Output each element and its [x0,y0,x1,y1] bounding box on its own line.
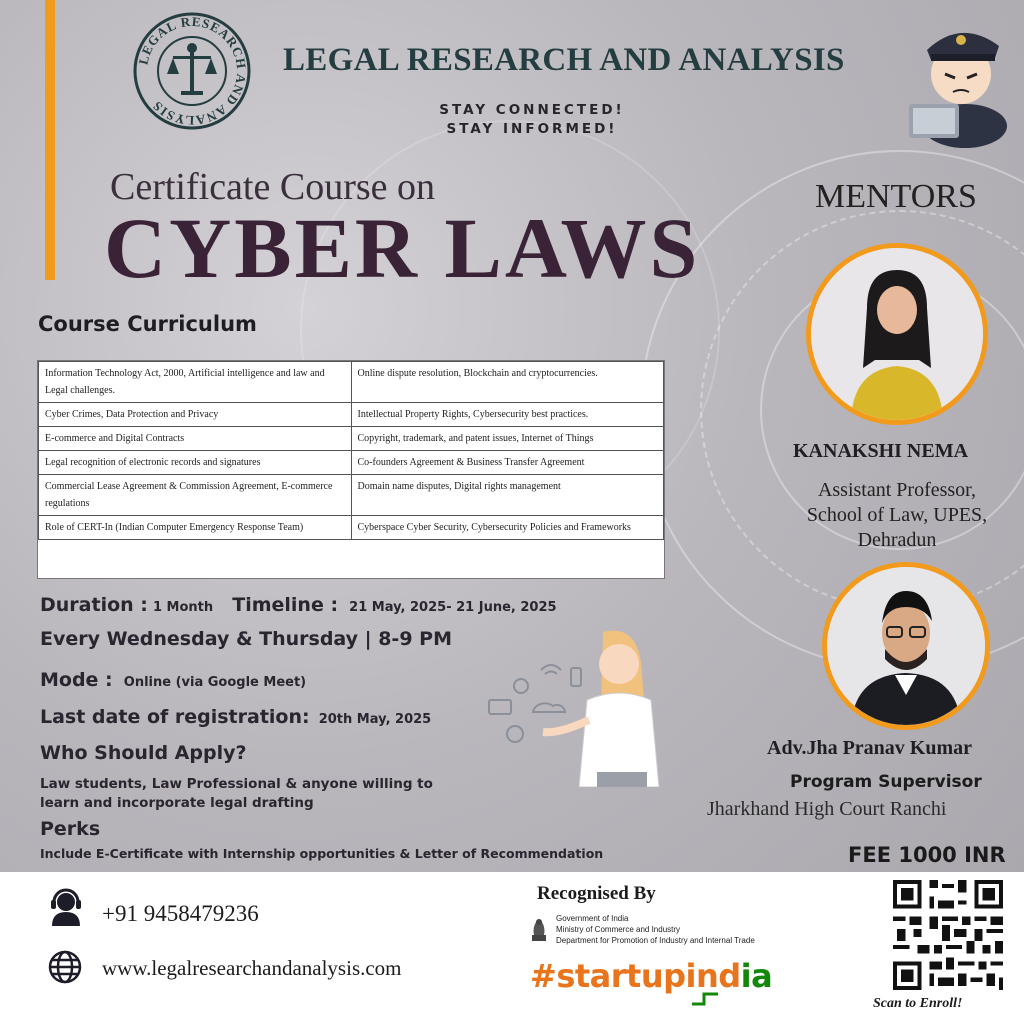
tagline [412,101,652,139]
timeline-label: Timeline : [232,594,339,616]
table-cell: Legal recognition of electronic records and signatures [39,451,352,475]
timeline-value: 21 May, 2025- 21 June, 2025 [349,600,557,615]
apply-heading: Who Should Apply? [40,742,247,764]
qr-caption: Scan to Enroll! [873,996,963,1011]
lastdate-line [40,706,431,728]
mentor-1-role-line-3: Dehradun [857,529,937,551]
mentor-2-court: Jharkhand High Court Ranchi [707,798,947,820]
duration-value: 1 Month [152,600,214,615]
govt-line-2: Ministry of Commerce and Industry [556,925,681,934]
tagline-line-2: STAY INFORMED! [446,121,618,137]
perks-heading-line [40,818,100,840]
police-mascot-icon [905,8,1015,148]
accent-bar [45,0,55,280]
mentor-photo-1 [806,243,988,425]
curriculum-table [37,360,665,579]
table-cell: Domain name disputes, Digital rights management [351,475,664,516]
govt-line-3: Department for Promotion of Industry and Internal Trade [556,936,755,945]
table-cell: Copyright, trademark, and patent issues, Internet of Things [351,427,664,451]
logo [133,12,251,130]
table-cell: Cyber Crimes, Data Protection and Privacy [39,403,352,427]
brand-title: LEGAL RESEARCH AND ANALYSIS [283,42,845,78]
scales-icon [167,43,217,95]
mode-value: Online (via Google Meet) [123,675,307,690]
table-row [39,427,664,451]
lastdate-value: 20th May, 2025 [318,712,432,727]
govt-line-1: Government of India [556,914,629,923]
globe-icon [48,950,82,984]
table-row [39,451,664,475]
duration-line [40,594,557,616]
startupindia-suffix: ia [740,957,773,995]
recognised-heading: Recognised By [537,883,656,904]
apply-heading-line [40,742,247,764]
headset-icon [48,888,84,926]
duration-label: Duration : [40,594,148,616]
tagline-line-1: STAY CONNECTED! [439,102,625,118]
startupindia-prefix: #startupind [530,957,741,995]
mentor-2-role: Program Supervisor [790,772,982,792]
mentors-heading: MENTORS [815,178,977,215]
table-cell: Information Technology Act, 2000, Artificial intelligence and law and Legal challenges. [39,362,352,403]
mentor-1-role-line-2: School of Law, UPES, [806,504,988,526]
table-row [39,362,664,403]
curriculum-heading: Course Curriculum [38,312,257,336]
mentor-1-role [780,478,1014,553]
emblem-icon [528,913,550,947]
perks-text: Include E-Certificate with Internship opportunities & Letter of Recommendation [40,846,604,861]
website-link[interactable]: www.legalresearchandanalysis.com [102,956,402,980]
table-cell: Role of CERT-In (Indian Computer Emergency Response Team) [39,516,352,540]
phone-link[interactable]: +91 9458479236 [102,901,259,926]
table-cell: Cyberspace Cyber Security, Cybersecurity Policies and Frameworks [351,516,664,540]
table-row [39,475,664,516]
mode-label: Mode : [40,669,113,691]
table-row [39,403,664,427]
mentor-1-name: KANAKSHI NEMA [793,440,969,462]
logo-text: LEGAL RESEARCH AND ANALYSIS [135,13,250,129]
table-row [39,516,664,540]
course-prefix: Certificate Course on [110,166,436,208]
apply-line-1: Law students, Law Professional & anyone willing to [40,776,433,792]
schedule-line [40,628,452,650]
apply-line-2: learn and incorporate legal drafting [40,795,314,811]
tech-icons [485,622,670,787]
table-cell: Intellectual Property Rights, Cybersecurity best practices. [351,403,664,427]
apply-text [40,775,433,813]
table-cell: Online dispute resolution, Blockchain and cryptocurrencies. [351,362,664,403]
fee-badge: FEE 1000 INR [848,843,1006,867]
startup-arrow-icon [690,990,720,1006]
table-cell: E-commerce and Digital Contracts [39,427,352,451]
perks-heading: Perks [40,818,101,840]
mentor-2-name: Adv.Jha Pranav Kumar [767,737,973,759]
mentor-1-role-line-1: Assistant Professor, [817,479,977,501]
woman-illustration [543,631,659,787]
startupindia-logo [530,957,772,995]
table-cell: Co-founders Agreement & Business Transfer Agreement [351,451,664,475]
qr-code[interactable] [889,876,1007,994]
mentor-photo-2 [822,562,990,730]
mode-line [40,669,306,691]
footer [0,872,1024,1024]
table-cell: Commercial Lease Agreement & Commission Agreement, E-commerce regulations [39,475,352,516]
schedule: Every Wednesday & Thursday | 8-9 PM [40,628,452,650]
govt-text [556,913,755,946]
lastdate-label: Last date of registration: [40,706,310,728]
course-title: CYBER LAWS [104,200,701,296]
